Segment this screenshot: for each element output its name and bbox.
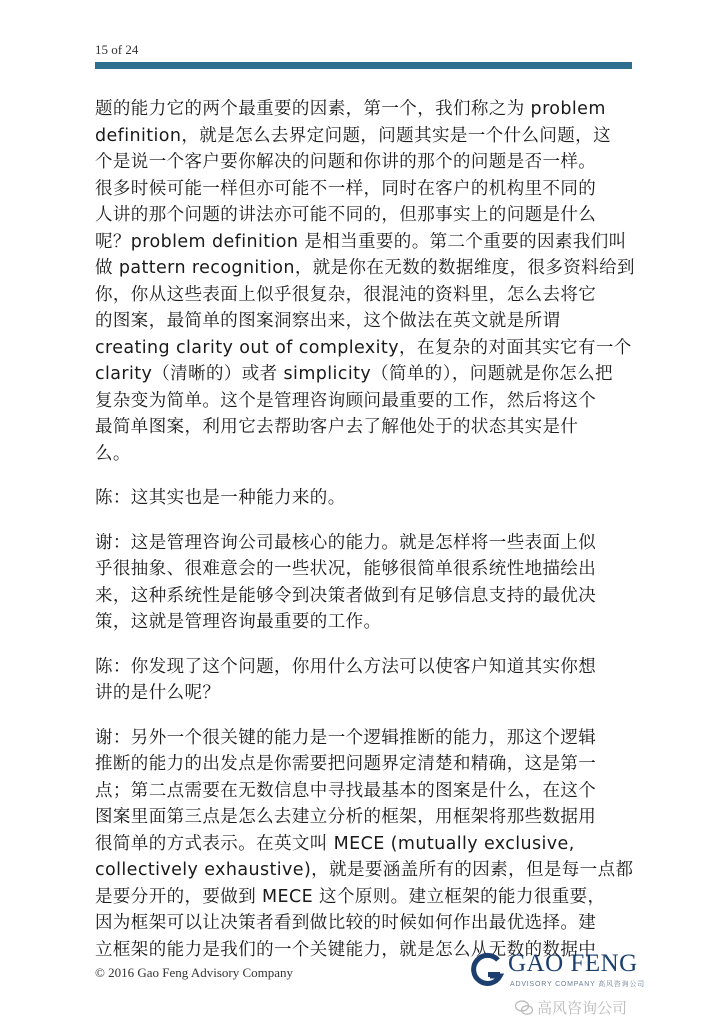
watermark-text: 高风咨询公司	[537, 999, 628, 1017]
paragraph-4: 陈：你发现了这个问题，你用什么方法可以使客户知道其实你想 讲的是什么呢？	[95, 656, 597, 703]
logo-tagline: ADVISORY COMPANY 高风咨询公司	[510, 981, 645, 988]
footer-copyright: © 2016 Gao Feng Advisory Company	[95, 965, 294, 980]
page-number: 15 of 24	[95, 42, 139, 57]
logo-name: GAO FENG	[508, 950, 638, 977]
paragraph-1: 题的能力它的两个最重要的因素，第一个，我们称之为 problem definition，就是怎么去界定问题，问题其实是一个什么问题，这 个是说一个客户要你解决的问题和你讲的那个的问题是否一样。 很多时候可能一样但亦可能不一样，同时在客户的机构里不同的 人讲的那个问题的讲法亦可能不同的，但那事实上的问题是什么 呢？problem definition 是相当重要的。第二个重要的因素我们叫 做 pattern recognition，就是你在无数的数据维度，很多资料给到 你，你从这些表面上似乎很复杂，很混沌的资料里，怎么去将它 的图案，最简单的图案洞察出来，这个做法在英文就是所谓 creating clarity out of complexity，在复杂的对面其实它有一个 clarity（清晰的）或者 simplicity（简单的），问题就是你怎么把 复杂变为简单。这个是管理咨询顾问最重要的工作，然后将这个 最简单图案，利用它去帮助客户去了解他处于的状态其实是什 么。	[95, 99, 635, 464]
g-logo-icon	[470, 950, 504, 990]
paragraph-5: 谢：另外一个很关键的能力是一个逻辑推断的能力，那这个逻辑 推断的能力的出发点是你需要把问题界定清楚和精确，这是第一 点；第二点需要在无数信息中寻找最基本的图案是什么，在这个 图案里面第三点是怎么去建立分析的框架，用框架将那些数据用 很简单的方式表示。在英文叫 MECE (mutually exclusive, collectively exhaustive)，就是要涵盖所有的因素，但是每一点都 是要分开的，要做到 MECE 这个原则。建立框架的能力很重要， 因为框架可以让决策者看到做比较的时候如何作出最优选择。建 立框架的能力是我们的一个关键能力，就是怎么从无数的数据中	[95, 727, 634, 960]
document-body	[95, 96, 640, 981]
paragraph-3: 谢：这是管理咨询公司最核心的能力。就是怎样将一些表面上似 乎很抽象、很难意会的一些状况，能够很简单很系统性地描绘出 来，这种系统性是能够令到决策者做到有足够信息支持的最优决 策，这就是管理咨询最重要的工作。	[95, 532, 597, 632]
paragraph-2: 陈：这其实也是一种能力来的。	[95, 488, 346, 508]
watermark	[515, 997, 627, 1018]
header-rule	[95, 62, 632, 69]
wechat-icon	[515, 1000, 533, 1016]
company-logo	[470, 942, 670, 1002]
